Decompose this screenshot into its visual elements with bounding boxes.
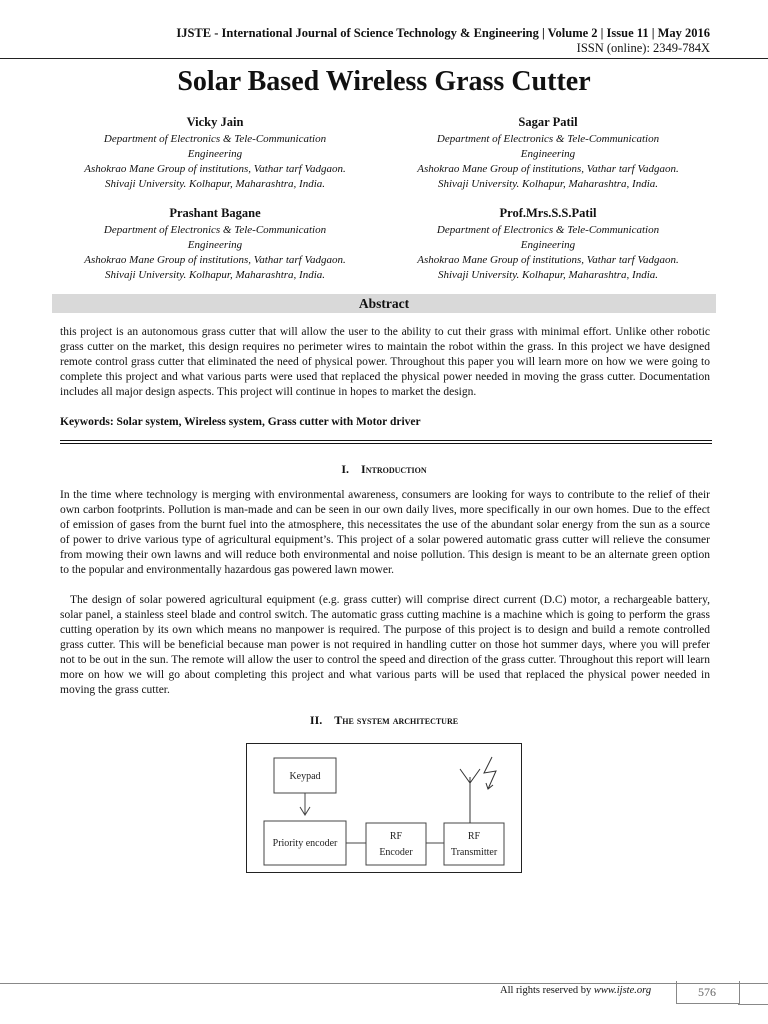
author-university: Shivaji University. Kolhapur, Maharashtra, India. [105,269,325,281]
rf-transmitter-box [444,823,504,865]
paper-title: Solar Based Wireless Grass Cutter [177,66,591,97]
author-university: Shivaji University. Kolhapur, Maharashtra, India. [438,269,658,281]
section-number: I. [341,462,350,476]
header-rule [0,58,768,59]
section-title: The system architecture [334,713,459,727]
author-institution: Ashokrao Mane Group of institutions, Vathar tarf Vadgaon. [84,254,346,266]
journal-url[interactable]: www.ijste.org [593,985,652,996]
author-name: Vicky Jain [186,115,244,129]
author-dept-2: Engineering [520,148,576,160]
author-name: Sagar Patil [518,115,578,129]
footer-corner-rule [738,1004,768,1005]
author-university: Shivaji University. Kolhapur, Maharashtra, India. [105,178,325,190]
rf-encoder-label-line1: RF [389,831,403,842]
system-architecture-diagram [246,743,522,873]
rf-encoder-box [366,823,426,865]
author-dept-2: Engineering [520,239,576,251]
author-dept-2: Engineering [187,239,243,251]
abstract-heading: Abstract [52,294,716,313]
author-institution: Ashokrao Mane Group of institutions, Vathar tarf Vadgaon. [84,163,346,175]
section-heading-architecture [0,713,768,728]
author-university: Shivaji University. Kolhapur, Maharashtra, India. [438,178,658,190]
author-block-2 [383,115,713,192]
page-number: 576 [698,985,716,999]
rf-encoder-label-line2: Encoder [379,847,413,858]
author-name: Prof.Mrs.S.S.Patil [499,206,597,220]
author-name: Prashant Bagane [169,206,261,220]
author-institution: Ashokrao Mane Group of institutions, Vathar tarf Vadgaon. [417,163,679,175]
rf-transmitter-label-line1: RF [467,831,481,842]
journal-header [176,26,710,56]
keywords: Keywords: Solar system, Wireless system, Grass cutter with Motor driver [60,416,421,428]
section-title: Introduction [361,462,427,476]
journal-info: IJSTE - International Journal of Science Technology & Engineering | Volume 2 | Issue 11 | May 2016 [176,26,710,40]
abstract-text: this project is an autonomous grass cutter that will allow the user to the ability to cut their grass with minimal effort. Unlike other robotic grass cutter on the market, this design requires no perimeter wires to maintain the robot within the grass. In this project we have designed remote control grass cutter that eliminated the need of physical power. Throughout this paper you will learn more on how we were going to complete this project and what various parts were used that replaced the physical power needed in moving the grass cutter. Documentation includes all major design aspects. This project will continue in hopes to market the design. [60,326,710,398]
author-dept: Department of Electronics & Tele-Communication [436,133,660,145]
rf-transmitter-label-line2: Transmitter [450,847,498,858]
priority-encoder-label: Priority encoder [272,838,338,849]
keypad-label: Keypad [289,771,321,782]
author-block-4 [383,206,713,283]
author-block-3 [50,206,380,283]
section-heading-introduction [0,462,768,477]
abstract-divider [60,440,712,444]
section-number: II. [309,713,323,727]
author-dept: Department of Electronics & Tele-Communication [103,133,327,145]
rights-text: All rights reserved by [500,985,594,996]
footer-rights [500,985,651,996]
intro-paragraph-2: The design of solar powered agricultural equipment (e.g. grass cutter) will comprise direct current (D.C) motor, a rechargeable battery, solar panel, a stainless steel blade and control switch. The automatic grass cutting machine is a machine which is going to perform the grass cutting operation by its own which means no manpower is required. The purpose of this project is to design and build a remote controlled grass cutter. This will be beneficial because man power is not required in handling cutter on those hot summer days, where you will prefer not to be out in the sun. The remote will allow the user to control the speed and direction of the grass cutter. Throughout this report will learn more on how we will go about completing this project and what various parts will be used that replaced the physical power needed in moving the grass cutter. [60,594,710,696]
footer-rule [0,983,768,984]
author-dept: Department of Electronics & Tele-Communication [103,224,327,236]
intro-paragraph-1: In the time where technology is merging with environmental awareness, consumers are looking for ways to contribute to the relief of their own carbon footprints. Pollution is man-made and can be seen in our own daily lives, more specifically in our own homes. Due to the effect of emission of gases from the burnt fuel into the atmosphere, this necessitates the use of the abundant solar energy from the sun as a source of power to drive various type of agricultural equipment’s. This project of a solar powered automatic grass cutter will relieve the consumer from mowing their own lawns and will reduce both environmental and noise pollution. This design is meant to be an alternate green option to the popular and environmentally hazardous gas powered lawn mower. [60,489,710,576]
author-block-1 [50,115,380,192]
author-dept: Department of Electronics & Tele-Communication [436,224,660,236]
issn: ISSN (online): 2349-784X [576,41,710,55]
author-dept-2: Engineering [187,148,243,160]
author-institution: Ashokrao Mane Group of institutions, Vathar tarf Vadgaon. [417,254,679,266]
